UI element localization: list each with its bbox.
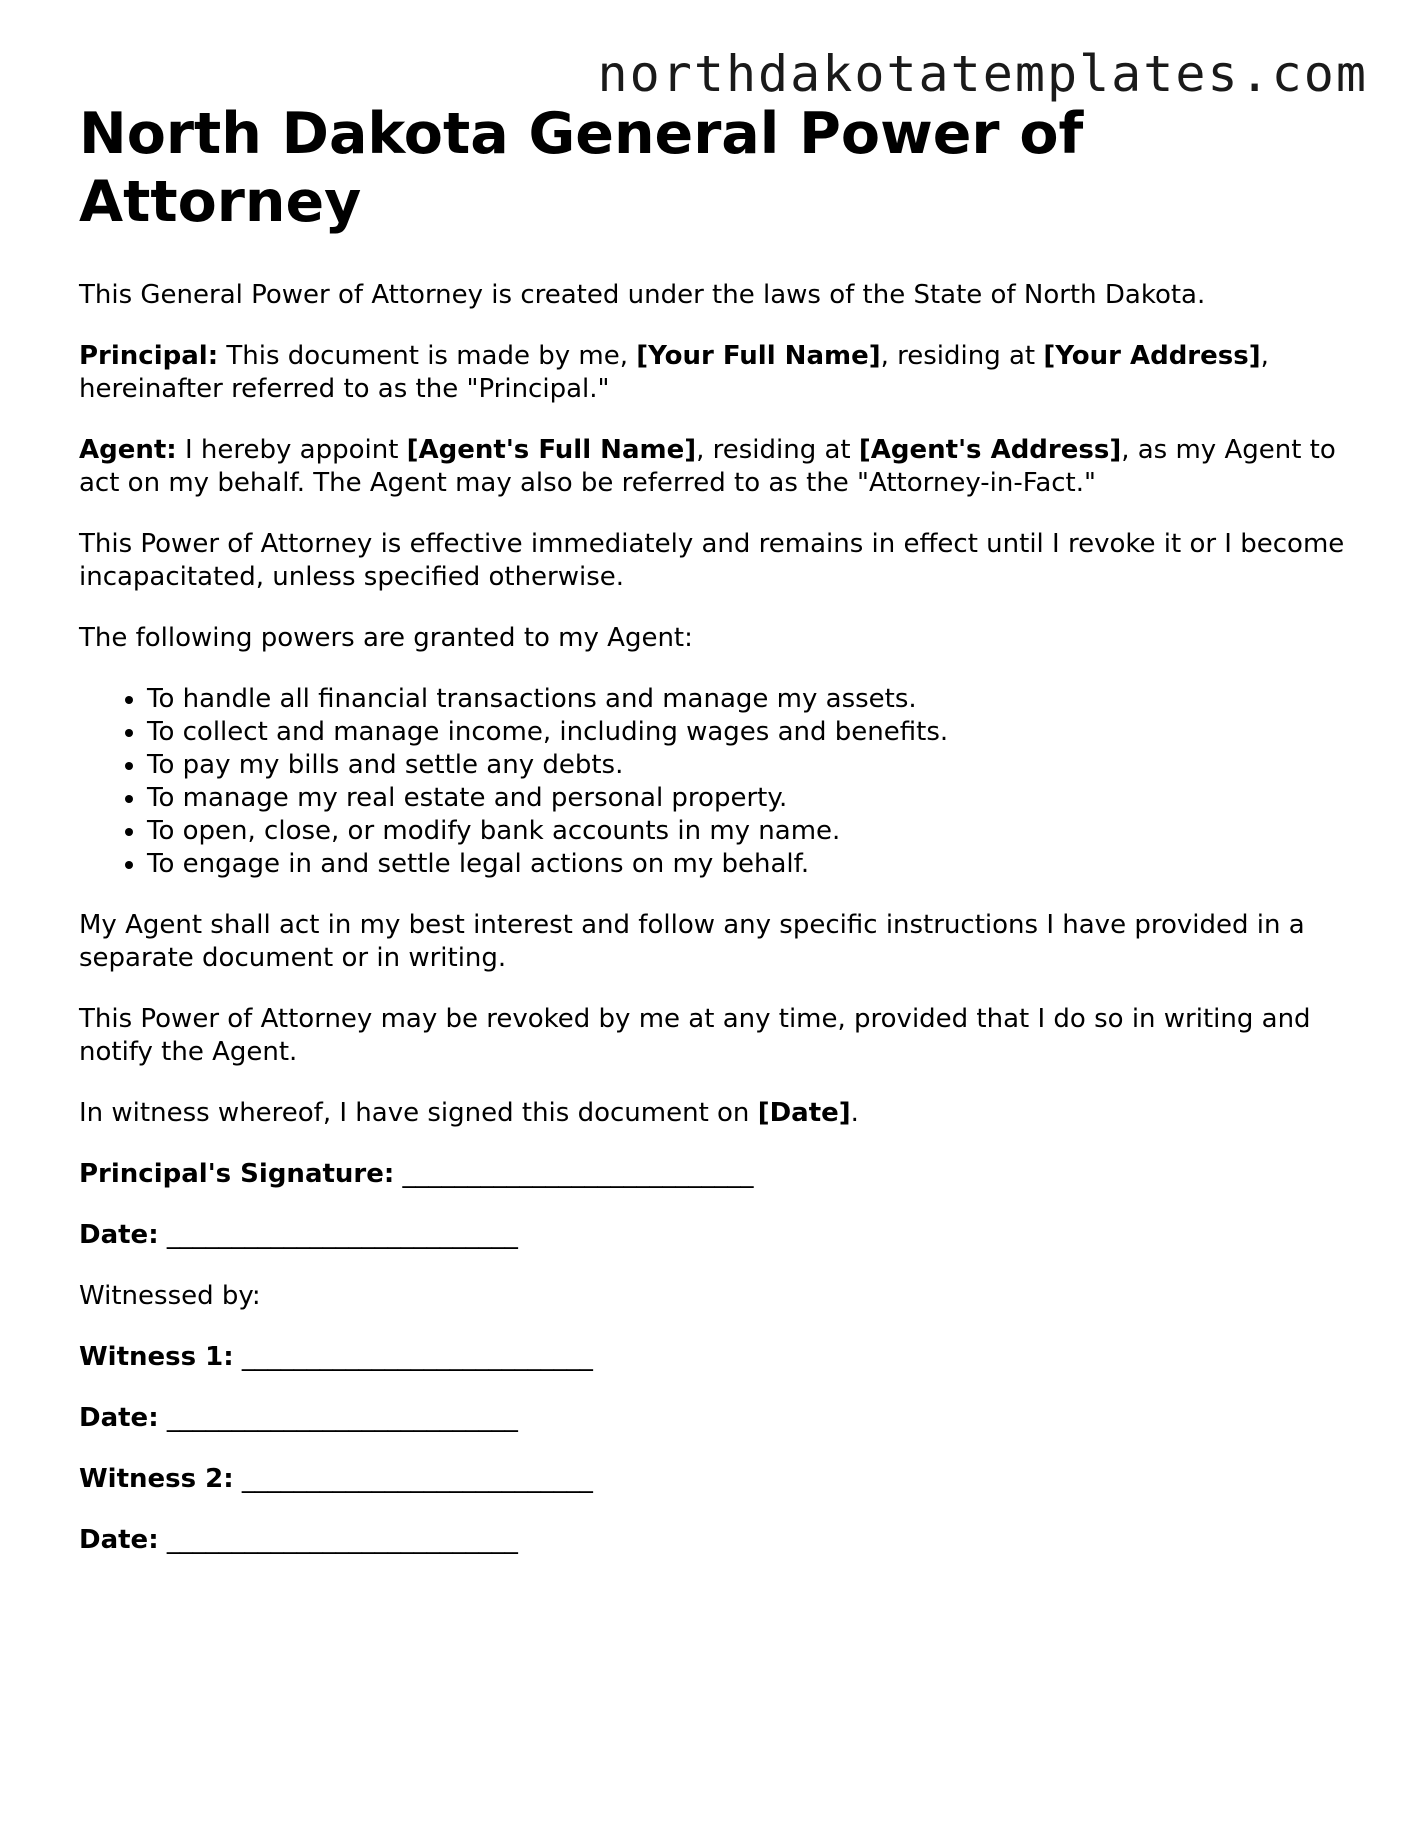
power-item: • To engage in and settle legal actions on my behalf. [147,848,1349,881]
principal-text-1: This document is made by me, [218,341,637,371]
date-label-2: Date: [79,1403,159,1433]
agent-text-3: , as my Agent to act on my behalf. The Agent may also be referred to as the "Attorney-in-Fact." [79,435,1336,498]
power-item: • To handle all financial transactions and manage my assets. [147,683,1349,716]
date-line-3 [79,1524,1349,1557]
principal-signature-line [79,1158,1349,1191]
date-label-1: Date: [79,1220,159,1250]
witness-statement-end: . [850,1098,859,1128]
agent-paragraph [79,434,1349,500]
power-item: • To collect and manage income, including wages and benefits. [147,716,1349,749]
witness-2-blank[interactable]: ___________________________ [241,1464,593,1494]
site-watermark: northdakotatemplates.com [597,45,1368,103]
date-blank-2[interactable]: ___________________________ [166,1403,518,1433]
witness-statement [79,1097,1349,1130]
witness-2-label: Witness 2: [79,1464,234,1494]
document-title: North Dakota General Power of Attorney [79,101,1084,235]
witnessed-by-label: Witnessed by: [79,1281,261,1311]
powers-list [79,683,1349,881]
agent-name-placeholder: [Agent's Full Name] [406,435,697,465]
witness-statement-text: In witness whereof, I have signed this document on [79,1098,758,1128]
date-placeholder: [Date] [757,1098,851,1128]
power-item: • To manage my real estate and personal property. [147,782,1349,815]
date-line-2 [79,1402,1349,1435]
witness-1-blank[interactable]: ___________________________ [241,1342,593,1372]
agent-text-1: I hereby appoint [176,435,407,465]
principal-text-3: , hereinafter referred to as the "Principal." [79,341,1269,404]
principal-label: Principal: [79,341,219,371]
witness-1-label: Witness 1: [79,1342,234,1372]
agent-label: Agent: [79,435,177,465]
date-blank-1[interactable]: ___________________________ [166,1220,518,1250]
date-blank-3[interactable]: ___________________________ [166,1525,518,1555]
principal-text-2: , residing at [880,341,1044,371]
date-line-1 [79,1219,1349,1252]
powers-intro: The following powers are granted to my Agent: [79,623,693,653]
effective-paragraph: This Power of Attorney is effective immediately and remains in effect until I revoke it or I become incapacitated, unless specified otherwise. [79,529,1345,592]
agent-address-placeholder: [Agent's Address] [858,435,1122,465]
agent-text-2: , residing at [696,435,859,465]
principal-signature-blank[interactable]: ___________________________ [402,1159,754,1189]
principal-signature-label: Principal's Signature: [79,1159,395,1189]
witness-2-line [79,1463,1349,1496]
witness-1-line [79,1341,1349,1374]
power-item: • To pay my bills and settle any debts. [147,749,1349,782]
intro-paragraph: This General Power of Attorney is created under the laws of the State of North Dakota. [79,280,1206,310]
power-item: • To open, close, or modify bank accounts in my name. [147,815,1349,848]
revoke-paragraph: This Power of Attorney may be revoked by me at any time, provided that I do so in writing and notify the Agent. [79,1004,1311,1067]
principal-paragraph [79,340,1349,406]
principal-address-placeholder: [Your Address] [1043,341,1261,371]
interest-paragraph: My Agent shall act in my best interest and follow any specific instructions I have provided in a separate document or in writing. [79,910,1305,973]
document-body [79,100,1349,1557]
principal-name-placeholder: [Your Full Name] [636,341,881,371]
date-label-3: Date: [79,1525,159,1555]
